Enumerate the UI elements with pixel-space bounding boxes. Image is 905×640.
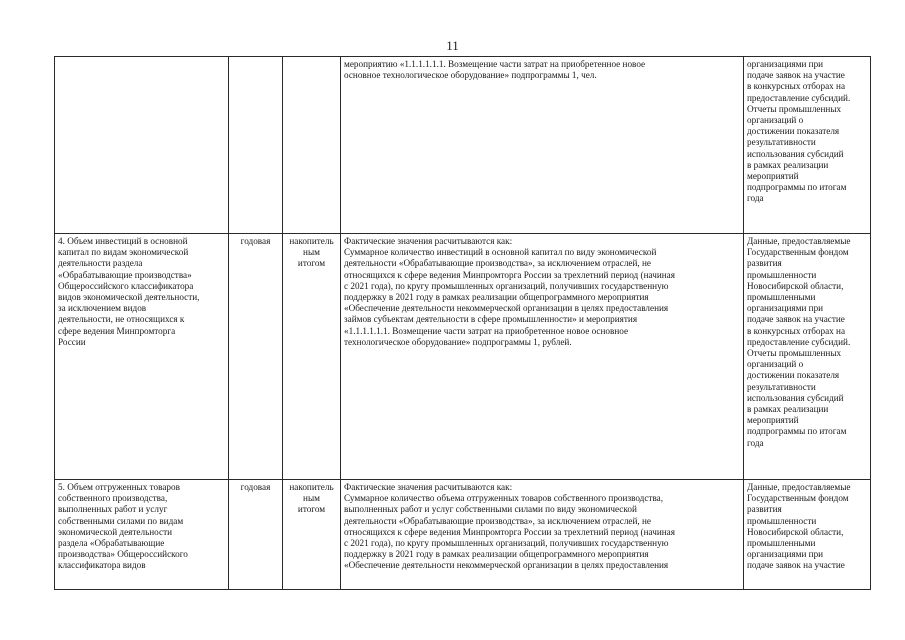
- periodicity-cell: годовая: [229, 480, 283, 590]
- page-number: 11: [446, 38, 459, 53]
- accumulation-method-cell: накопитель ным итогом: [283, 234, 341, 480]
- data-source-cell: организациями при подаче заявок на участие в конкурсных отборах на предоставление субсидий. Отчеты промышленных организаций о достижении показателя результативности использования субсидий в рамках реализации мероприятий подпрограммы по итогам года: [744, 57, 871, 234]
- calculation-method-cell: мероприятию «1.1.1.1.1.1. Возмещение части затрат на приобретенное новое основное технологическое оборудование» подпрограммы 1, чел.: [341, 57, 744, 234]
- data-source-cell: Данные, предоставляемые Государственным фондом развития промышленности Новосибирской области, промышленными организациями при подаче заявок на участие: [744, 480, 871, 590]
- calculation-method-cell: Фактические значения расчитываются как: Суммарное количество объема отгруженных товаров собственного производства, выполненных работ и услуг собственными силами по виду экономической деятельности «Обрабатывающие производства», за исключением отраслей, не относящихся к сфере ведения Минпромторга России за трехлетний период (начиная с 2021 года), по кругу промышленных организаций, получивших государственную поддержку в 2021 году в рамках реализации общепрограммного мероприятия «Обеспечение деятельности некоммерческой организации в целях предоставления: [341, 480, 744, 590]
- calculation-method-cell: Фактические значения расчитываются как: Суммарное количество инвестиций в основной капитал по виду экономической деятельности «Обрабатывающие производства», за исключением отраслей, не относящихся к сфере ведения Минпромторга России за трехлетний период (начиная с 2021 года), по кругу промышленных организаций, получивших государственную поддержку в 2021 году в рамках реализации общепрограммного мероприятия «Обеспечение деятельности некоммерческой организации в целях предоставления займов субъектам деятельности в сфере промышленности» и мероприятия «1.1.1.1.1.1. Возмещение части затрат на приобретенное новое основное технологическое оборудование» подпрограммы 1, рублей.: [341, 234, 744, 480]
- indicator-name-cell: 4. Объем инвестиций в основной капитал по видам экономической деятельности раздела «Обрабатывающие производства» Общероссийского классификатора видов экономической деятельности, за исключением видов деятельности, не относящихся к сфере ведения Минпромторга России: [55, 234, 229, 480]
- accumulation-method-cell: [283, 57, 341, 234]
- indicator-name-cell: 5. Объем отгруженных товаров собственного производства, выполненных работ и услуг собственными силами по видам экономической деятельности раздела «Обрабатывающие производства» Общероссийского классификатора видов: [55, 480, 229, 590]
- accumulation-method-cell: накопитель ным итогом: [283, 480, 341, 590]
- periodicity-cell: годовая: [229, 234, 283, 480]
- indicator-table: [54, 56, 871, 590]
- indicator-name-cell: [55, 57, 229, 234]
- table-row: [55, 234, 871, 480]
- table-row: [55, 57, 871, 234]
- table-row: [55, 480, 871, 590]
- data-source-cell: Данные, предоставляемые Государственным фондом развития промышленности Новосибирской области, промышленными организациями при подаче заявок на участие в конкурсных отборах на предоставление субсидий. Отчеты промышленных организаций о достижении показателя результативности использования субсидий в рамках реализации мероприятий подпрограммы по итогам года: [744, 234, 871, 480]
- periodicity-cell: [229, 57, 283, 234]
